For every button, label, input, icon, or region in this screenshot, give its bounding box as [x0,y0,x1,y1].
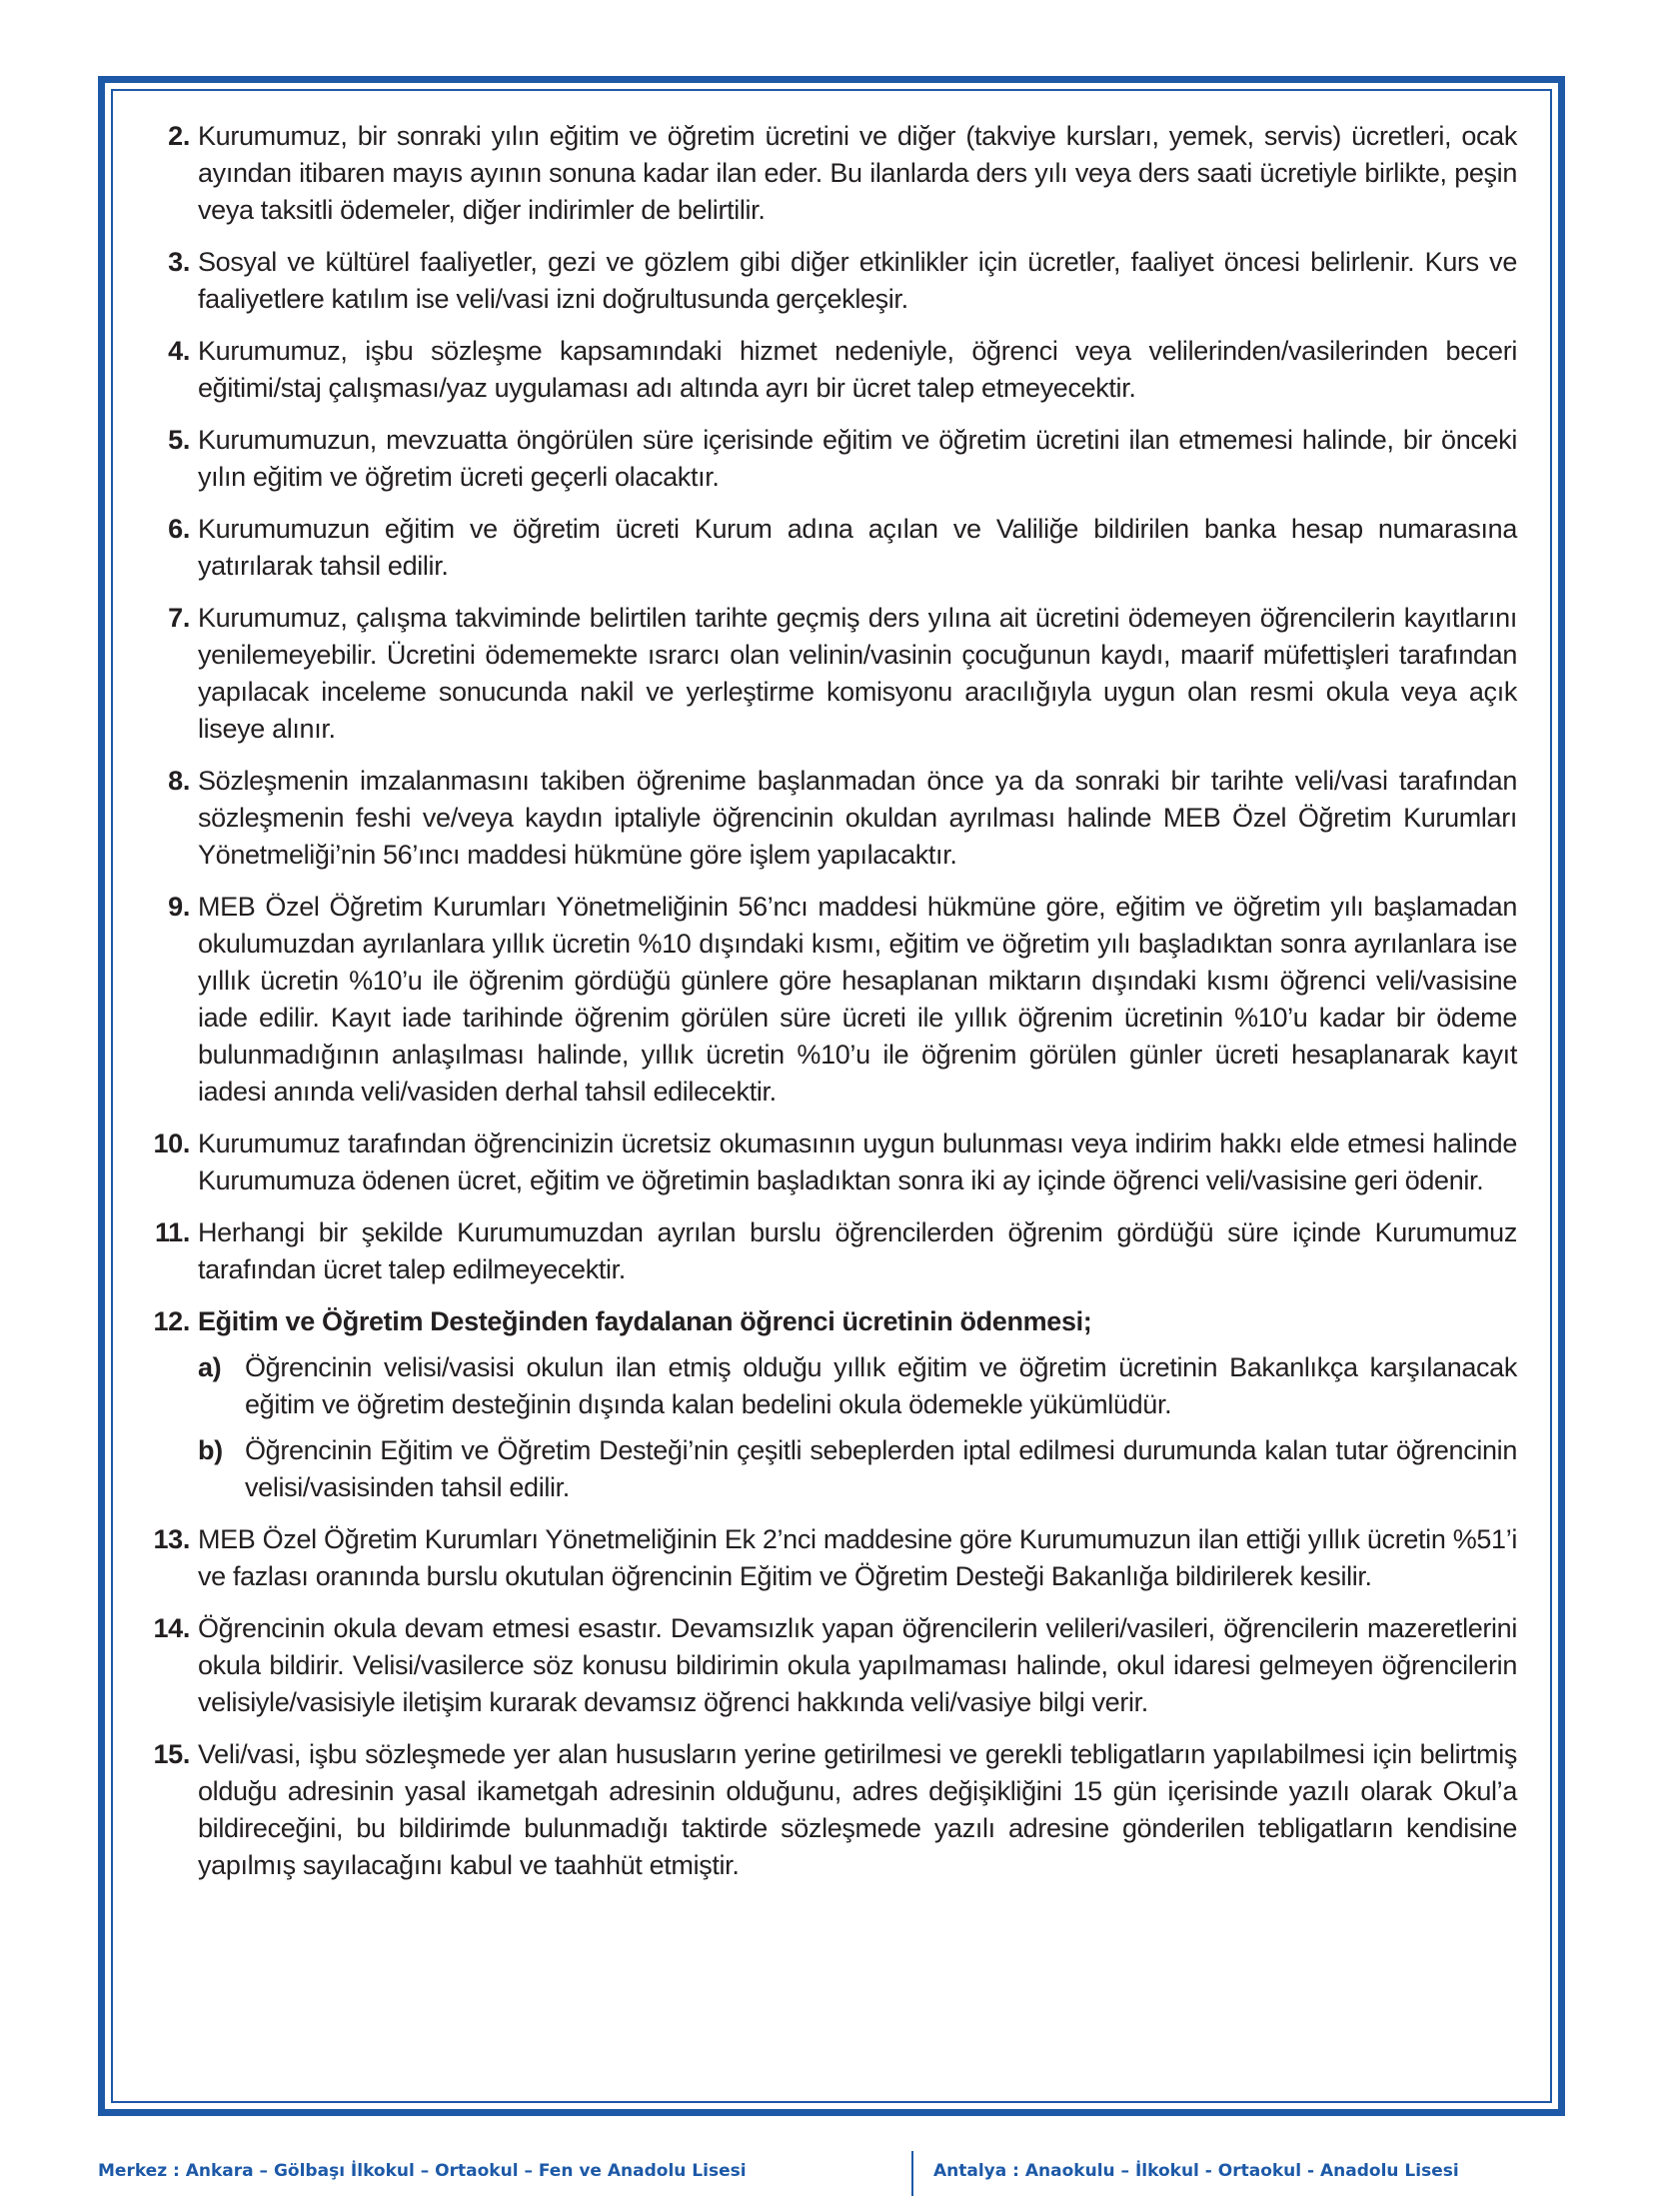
clause-title: Eğitim ve Öğretim Desteğinden faydalanan öğrenci ücretinin ödenmesi; [198,1306,1092,1336]
clause-9 [148,889,1517,1110]
clause-6 [148,511,1517,585]
sub-clause-a [198,1349,1517,1423]
clause-number: 15. [153,1739,190,1769]
clause-number: 5. [168,425,190,455]
sub-clause-text: Öğrencinin velisi/vasisi okulun ilan etmiş olduğu yıllık eğitim ve öğretim ücretinin Bakanlıkça karşılanacak eğitim ve öğretim desteğinin dışında kalan bedelini okula ödemekle yükümlüdür. [245,1352,1517,1419]
clause-12 [148,1303,1517,1506]
clause-11 [148,1214,1517,1288]
clause-text: Kurumumuz, bir sonraki yılın eğitim ve öğretim ücretini ve diğer (takviye kursları, yemek, servis) ücretleri, ocak ayından itibaren mayıs ayının sonuna kadar ilan eder. Bu ilanlarda ders yılı veya ders saati ücretiyle birlikte, peşin veya taksitli ödemeler, diğer indirimler de belirtilir. [198,121,1517,225]
clause-number: 13. [153,1524,190,1554]
clause-4 [148,333,1517,407]
clause-text: Veli/vasi, işbu sözleşmede yer alan hususların yerine getirilmesi ve gerekli tebligatların yapılabilmesi için belirtmiş olduğu adresinin yasal ikametgah adresinin olduğunu, adres değişikliğini 15 gün içerisinde yazılı olarak Okul’a bildireceğini, bu bildirimde bulunmadığı taktirde sözleşmede yazılı adresine gönderilen tebligatların kendisine yapılmış sayılacağını kabul ve taahhüt etmiştir. [198,1739,1517,1880]
contract-clauses [148,118,1517,1899]
sub-clause-letter: a) [198,1352,222,1382]
sub-clause-b [198,1432,1517,1506]
clause-text: Kurumumuzun eğitim ve öğretim ücreti Kurum adına açılan ve Valiliğe bildirilen banka hesap numarasına yatırılarak tahsil edilir. [198,514,1517,581]
page-footer [0,2151,1653,2191]
clause-text: Sözleşmenin imzalanmasını takiben öğrenime başlanmadan önce ya da sonraki bir tarihte veli/vasi tarafından sözleşmenin feshi ve/veya kaydın iptaliyle öğrencinin okuldan ayrılması halinde MEB Özel Öğretim Kurumları Yönetmeliği’nin 56’ıncı maddesi hükmüne göre işlem yapılacaktır. [198,766,1517,870]
footer-antalya-campus: Antalya : Anaokulu – İlkokul - Ortaokul - Anadolu Lisesi [933,2161,1459,2181]
clause-number: 9. [168,892,190,922]
clause-number: 12. [153,1306,190,1336]
clause-8 [148,763,1517,874]
clause-number: 6. [168,514,190,544]
clause-text: Herhangi bir şekilde Kurumumuzdan ayrılan burslu öğrencilerden öğrenim gördüğü süre içinde Kurumumuz tarafından ücret talep edilmeyecektir. [198,1217,1517,1284]
clause-text: Kurumumuz, işbu sözleşme kapsamındaki hizmet nedeniyle, öğrenci veya velilerinden/vasilerinden beceri eğitimi/staj çalışması/yaz uygulaması adı altında ayrı bir ücret talep etmeyecektir. [198,336,1517,403]
clause-5 [148,422,1517,496]
clause-14 [148,1610,1517,1721]
clause-number: 2. [168,121,190,151]
sub-clause-text: Öğrencinin Eğitim ve Öğretim Desteği’nin çeşitli sebeplerden iptal edilmesi durumunda kalan tutar öğrencinin velisi/vasisinden tahsil edilir. [245,1435,1517,1502]
clause-number: 11. [155,1217,190,1247]
clause-number: 7. [168,603,190,633]
clause-number: 8. [168,766,190,796]
footer-ankara-campus: Merkez : Ankara – Gölbaşı İlkokul – Ortaokul – Fen ve Anadolu Lisesi [98,2161,747,2181]
clause-2 [148,118,1517,229]
clause-15 [148,1736,1517,1884]
clause-text: Kurumumuzun, mevzuatta öngörülen süre içerisinde eğitim ve öğretim ücretini ilan etmemesi halinde, bir önceki yılın eğitim ve öğretim ücreti geçerli olacaktır. [198,425,1517,492]
clause-13 [148,1521,1517,1595]
clause-number: 3. [168,247,190,277]
footer-divider [911,2151,913,2196]
clause-number: 10. [153,1128,190,1158]
clause-text: MEB Özel Öğretim Kurumları Yönetmeliğinin 56’ncı maddesi hükmüne göre, eğitim ve öğretim yılı başlamadan okulumuzdan ayrılanlara yıllık ücretin %10 dışındaki kısmı, eğitim ve öğretim yılı başladıktan sonra ayrılanlara ise yıllık ücretin %10’u ile öğrenim gördüğü günlere göre hesaplanan miktarın dışındaki kısmı öğrenci veli/vasisine iade edilir. Kayıt iade tarihinde öğrenim görülen süre ücreti ile yıllık öğrenim ücretinin %10’u kadar bir ödeme bulunmadığının anlaşılması halinde, yıllık ücretin %10’u ile öğrenim görülen günler ücreti hesaplanarak kayıt iadesi anında veli/vasiden derhal tahsil edilecektir. [198,892,1517,1106]
clause-text: Sosyal ve kültürel faaliyetler, gezi ve gözlem gibi diğer etkinlikler için ücretler, faaliyet öncesi belirlenir. Kurs ve faaliyetlere katılım ise veli/vasi izni doğrultusunda gerçekleşir. [198,247,1517,314]
clause-3 [148,244,1517,318]
clause-number: 4. [168,336,190,366]
clause-7 [148,600,1517,748]
clause-text: Kurumumuz tarafından öğrencinizin ücretsiz okumasının uygun bulunması veya indirim hakkı elde etmesi halinde Kurumumuza ödenen ücret, eğitim ve öğretimin başladıktan sonra iki ay içinde öğrenci veli/vasisine geri ödenir. [198,1128,1517,1195]
clause-text: Öğrencinin okula devam etmesi esastır. Devamsızlık yapan öğrencilerin velileri/vasileri, öğrencilerin mazeretlerini okula bildirir. Velisi/vasilerce söz konusu bildirimin okula yapılmaması halinde, okul idaresi gelmeyen öğrencilerin velisiyle/vasisiyle iletişim kurarak devamsız öğrenci hakkında veli/vasiye bilgi verir. [198,1613,1517,1717]
clause-10 [148,1125,1517,1199]
clause-text: MEB Özel Öğretim Kurumları Yönetmeliğinin Ek 2’nci maddesine göre Kurumumuzun ilan ettiği yıllık ücretin %51’i ve fazlası oranında burslu okutulan öğrencinin Eğitim ve Öğretim Desteği Bakanlığa bildirilerek kesilir. [198,1524,1517,1591]
clause-text: Kurumumuz, çalışma takviminde belirtilen tarihte geçmiş ders yılına ait ücretini ödemeyen öğrencilerin kayıtlarını yenilemeyebilir. Ücretini ödememekte ısrarcı olan velinin/vasinin çocuğunun kaydı, maarif müfettişleri tarafından yapılacak inceleme sonucunda nakil ve yerleştirme komisyonu aracılığıyla uygun olan resmi okula veya açık liseye alınır. [198,603,1517,744]
clause-number: 14. [153,1613,190,1643]
sub-clause-letter: b) [198,1435,223,1465]
